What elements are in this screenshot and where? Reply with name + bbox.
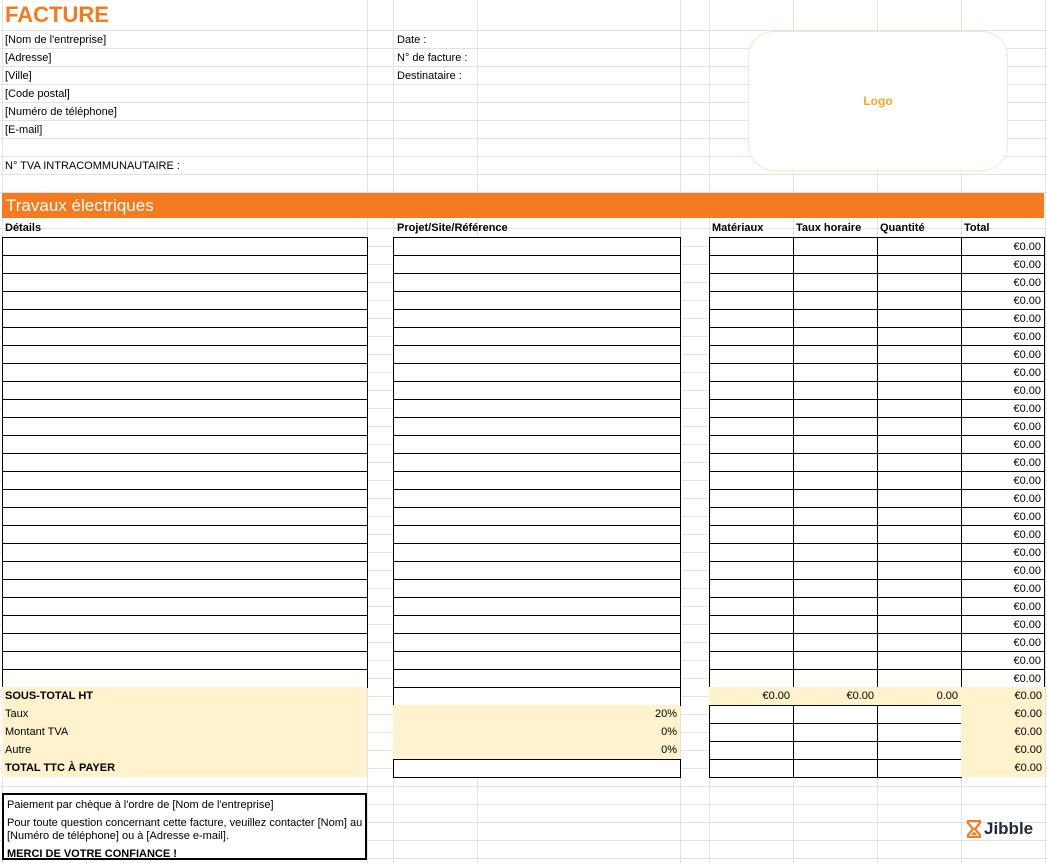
hourly-rate-cell[interactable] xyxy=(793,651,878,670)
empty-cell[interactable] xyxy=(709,705,794,724)
quantity-cell[interactable] xyxy=(877,633,962,652)
company-field[interactable]: [Code postal] xyxy=(5,88,70,100)
column-header-quantity: Quantité xyxy=(880,222,925,234)
quantity-cell[interactable] xyxy=(877,237,962,256)
row-total-value: €0.00 xyxy=(1013,475,1041,487)
hourly-rate-cell[interactable] xyxy=(793,669,878,688)
summary-label: Montant TVA xyxy=(5,726,69,738)
hourly-rate-cell[interactable] xyxy=(793,633,878,652)
hourly-rate-cell[interactable] xyxy=(793,489,878,508)
row-total-value: €0.00 xyxy=(1013,277,1041,289)
quantity-cell[interactable] xyxy=(877,417,962,436)
details-cell[interactable] xyxy=(2,615,368,634)
row-total-value: €0.00 xyxy=(1013,547,1041,559)
grid-row-line xyxy=(0,786,1047,787)
row-total-value: €0.00 xyxy=(1013,493,1041,505)
row-total-value: €0.00 xyxy=(1013,331,1041,343)
project-cell[interactable] xyxy=(393,399,681,418)
project-cell[interactable] xyxy=(393,291,681,310)
table-row xyxy=(0,273,1047,291)
table-row xyxy=(0,633,1047,651)
empty-cell[interactable] xyxy=(793,759,878,778)
summary-row-grand-total xyxy=(0,759,1047,777)
table-row xyxy=(0,561,1047,579)
empty-cell[interactable] xyxy=(877,705,962,724)
hourly-rate-cell[interactable] xyxy=(793,471,878,490)
row-total-value: €0.00 xyxy=(1013,421,1041,433)
hourly-rate-cell[interactable] xyxy=(793,525,878,544)
quantity-cell[interactable] xyxy=(877,255,962,274)
details-cell[interactable] xyxy=(2,255,368,274)
materials-cell[interactable] xyxy=(709,381,794,400)
materials-cell[interactable] xyxy=(709,255,794,274)
total-cell[interactable] xyxy=(961,345,1045,364)
contact-line-2: [Numéro de téléphone] ou à [Adresse e-mail]. xyxy=(7,830,229,842)
hourly-rate-cell[interactable] xyxy=(793,381,878,400)
project-cell[interactable] xyxy=(393,309,681,328)
materials-cell[interactable] xyxy=(709,273,794,292)
materials-cell[interactable] xyxy=(709,579,794,598)
materials-cell[interactable] xyxy=(709,363,794,382)
total-cell[interactable] xyxy=(961,597,1045,616)
project-cell[interactable] xyxy=(393,345,681,364)
project-cell[interactable] xyxy=(393,651,681,670)
project-cell[interactable] xyxy=(393,615,681,634)
details-cell[interactable] xyxy=(2,471,368,490)
thanks-message: MERCI DE VOTRE CONFIANCE ! xyxy=(7,848,177,860)
row-total-value: €0.00 xyxy=(1013,403,1041,415)
project-cell[interactable] xyxy=(393,687,681,706)
project-cell[interactable] xyxy=(393,507,681,526)
total-cell[interactable] xyxy=(961,255,1045,274)
total-cell[interactable] xyxy=(961,435,1045,454)
hourly-rate-cell[interactable] xyxy=(793,327,878,346)
payment-note-box xyxy=(2,793,367,860)
table-row xyxy=(0,327,1047,345)
materials-cell[interactable] xyxy=(709,417,794,436)
empty-cell[interactable] xyxy=(709,723,794,742)
table-row xyxy=(0,651,1047,669)
quantity-cell[interactable] xyxy=(877,651,962,670)
summary-label: Autre xyxy=(5,744,32,756)
project-cell[interactable] xyxy=(393,417,681,436)
materials-cell[interactable] xyxy=(709,561,794,580)
project-cell[interactable] xyxy=(393,543,681,562)
summary-total-value: €0.00 xyxy=(1014,726,1042,738)
summary-total-cell xyxy=(961,705,1045,723)
summary-label-cell xyxy=(2,687,367,705)
summary-row-subtotal xyxy=(0,687,1047,705)
total-cell[interactable] xyxy=(961,651,1045,670)
project-cell[interactable] xyxy=(393,273,681,292)
subtotal-quantity-value: 0.00 xyxy=(936,690,958,702)
quantity-cell[interactable] xyxy=(877,525,962,544)
project-cell[interactable] xyxy=(393,489,681,508)
company-field[interactable]: [E-mail] xyxy=(5,124,43,136)
materials-cell[interactable] xyxy=(709,435,794,454)
quantity-cell[interactable] xyxy=(877,381,962,400)
hourly-rate-cell[interactable] xyxy=(793,237,878,256)
table-row xyxy=(0,615,1047,633)
company-field[interactable]: [Adresse] xyxy=(5,52,52,64)
details-cell[interactable] xyxy=(2,381,368,400)
materials-cell[interactable] xyxy=(709,507,794,526)
row-total-value: €0.00 xyxy=(1013,637,1041,649)
materials-cell[interactable] xyxy=(709,651,794,670)
project-cell[interactable] xyxy=(393,435,681,454)
contact-line-1: Pour toute question concernant cette facture, veuillez contacter [Nom] au xyxy=(7,817,363,829)
total-cell[interactable] xyxy=(961,615,1045,634)
invoice-meta-label: Date : xyxy=(397,34,427,46)
details-cell[interactable] xyxy=(2,561,368,580)
hourly-rate-cell[interactable] xyxy=(793,255,878,274)
row-total-value: €0.00 xyxy=(1013,619,1041,631)
invoice-meta-label: Destinataire : xyxy=(397,70,462,82)
hourly-rate-cell[interactable] xyxy=(793,291,878,310)
row-total-value: €0.00 xyxy=(1013,241,1041,253)
summary-total-cell xyxy=(961,759,1045,777)
quantity-cell[interactable] xyxy=(877,291,962,310)
empty-cell[interactable] xyxy=(793,723,878,742)
quantity-cell[interactable] xyxy=(877,561,962,580)
table-row xyxy=(0,669,1047,687)
project-cell[interactable] xyxy=(393,363,681,382)
materials-cell[interactable] xyxy=(709,525,794,544)
row-total-value: €0.00 xyxy=(1013,601,1041,613)
hourly-rate-cell[interactable] xyxy=(793,273,878,292)
hourly-rate-cell[interactable] xyxy=(793,435,878,454)
total-cell[interactable] xyxy=(961,237,1045,256)
hourly-rate-cell[interactable] xyxy=(793,579,878,598)
project-cell[interactable] xyxy=(393,453,681,472)
summary-label: SOUS-TOTAL HT xyxy=(5,690,93,702)
project-cell[interactable] xyxy=(393,255,681,274)
materials-cell[interactable] xyxy=(709,327,794,346)
summary-label-cell xyxy=(2,759,367,777)
hourly-rate-cell[interactable] xyxy=(793,597,878,616)
total-cell[interactable] xyxy=(961,273,1045,292)
hourly-rate-cell[interactable] xyxy=(793,543,878,562)
project-cell[interactable] xyxy=(393,669,681,688)
table-row xyxy=(0,381,1047,399)
materials-cell[interactable] xyxy=(709,597,794,616)
subtotal-materials-value: €0.00 xyxy=(762,690,790,702)
quantity-cell[interactable] xyxy=(877,669,962,688)
total-cell[interactable] xyxy=(961,381,1045,400)
project-cell[interactable] xyxy=(393,561,681,580)
row-total-value: €0.00 xyxy=(1013,655,1041,667)
empty-cell[interactable] xyxy=(877,723,962,742)
column-header-details: Détails xyxy=(5,222,42,234)
project-cell[interactable] xyxy=(393,471,681,490)
subtotal-rate-value: €0.00 xyxy=(846,690,874,702)
details-cell[interactable] xyxy=(2,345,368,364)
total-cell[interactable] xyxy=(961,471,1045,490)
materials-cell[interactable] xyxy=(709,489,794,508)
quantity-cell[interactable] xyxy=(877,579,962,598)
materials-cell[interactable] xyxy=(709,633,794,652)
summary-total-value: €0.00 xyxy=(1014,708,1042,720)
details-cell[interactable] xyxy=(2,399,368,418)
table-row xyxy=(0,471,1047,489)
details-cell[interactable] xyxy=(2,453,368,472)
percent-value: 20% xyxy=(654,708,677,720)
project-cell[interactable] xyxy=(393,759,681,778)
table-row xyxy=(0,255,1047,273)
materials-cell[interactable] xyxy=(709,345,794,364)
section-title: Travaux électriques xyxy=(6,196,154,215)
logo-label: Logo xyxy=(863,94,893,108)
jibble-logo xyxy=(966,819,1033,839)
total-cell[interactable] xyxy=(961,525,1045,544)
percent-cell[interactable] xyxy=(393,705,680,723)
summary-total-value: €0.00 xyxy=(1014,762,1042,774)
materials-cell[interactable] xyxy=(709,453,794,472)
total-cell[interactable] xyxy=(961,453,1045,472)
details-cell[interactable] xyxy=(2,363,368,382)
table-row xyxy=(0,435,1047,453)
details-cell[interactable] xyxy=(2,435,368,454)
table-row xyxy=(0,291,1047,309)
empty-cell[interactable] xyxy=(709,741,794,760)
hourly-rate-cell[interactable] xyxy=(793,453,878,472)
invoice-title: FACTURE xyxy=(5,2,109,27)
project-cell[interactable] xyxy=(393,597,681,616)
quantity-cell[interactable] xyxy=(877,507,962,526)
row-total-value: €0.00 xyxy=(1013,295,1041,307)
quantity-cell[interactable] xyxy=(877,597,962,616)
materials-cell[interactable] xyxy=(709,309,794,328)
table-row xyxy=(0,525,1047,543)
project-cell[interactable] xyxy=(393,633,681,652)
hourly-rate-cell[interactable] xyxy=(793,615,878,634)
empty-cell[interactable] xyxy=(793,741,878,760)
brand-name: Jibble xyxy=(984,819,1034,838)
percent-cell[interactable] xyxy=(393,741,680,759)
details-cell[interactable] xyxy=(2,327,368,346)
table-row xyxy=(0,507,1047,525)
quantity-cell[interactable] xyxy=(877,489,962,508)
quantity-cell[interactable] xyxy=(877,453,962,472)
summary-label: TOTAL TTC À PAYER xyxy=(5,762,116,774)
company-field[interactable]: [Ville] xyxy=(5,70,32,82)
quantity-cell[interactable] xyxy=(877,327,962,346)
materials-cell[interactable] xyxy=(709,237,794,256)
quantity-cell[interactable] xyxy=(877,345,962,364)
hourly-rate-cell[interactable] xyxy=(793,417,878,436)
percent-value: 0% xyxy=(661,744,677,756)
details-cell[interactable] xyxy=(2,633,368,652)
row-total-value: €0.00 xyxy=(1013,673,1041,685)
row-total-value: €0.00 xyxy=(1013,439,1041,451)
empty-cell[interactable] xyxy=(877,759,962,778)
materials-cell[interactable] xyxy=(709,669,794,688)
total-cell[interactable] xyxy=(961,363,1045,382)
table-row xyxy=(0,309,1047,327)
project-cell[interactable] xyxy=(393,237,681,256)
table-row xyxy=(0,543,1047,561)
hourly-rate-cell[interactable] xyxy=(793,399,878,418)
hourly-rate-cell[interactable] xyxy=(793,561,878,580)
section-header-band xyxy=(2,193,1044,218)
summary-row-tax-amount xyxy=(0,723,1047,741)
total-cell[interactable] xyxy=(961,669,1045,688)
row-total-value: €0.00 xyxy=(1013,259,1041,271)
summary-total-value: €0.00 xyxy=(1014,744,1042,756)
row-total-value: €0.00 xyxy=(1013,511,1041,523)
details-cell[interactable] xyxy=(2,417,368,436)
quantity-cell[interactable] xyxy=(877,399,962,418)
details-cell[interactable] xyxy=(2,597,368,616)
row-total-value: €0.00 xyxy=(1013,457,1041,469)
row-total-value: €0.00 xyxy=(1013,313,1041,325)
hourly-rate-cell[interactable] xyxy=(793,345,878,364)
empty-cell[interactable] xyxy=(793,705,878,724)
column-header-materials: Matériaux xyxy=(712,222,764,234)
payment-instruction: Paiement par chèque à l'ordre de [Nom de l'entreprise] xyxy=(7,799,274,811)
hourglass-icon xyxy=(966,820,982,838)
hourly-rate-cell[interactable] xyxy=(793,363,878,382)
logo-placeholder[interactable] xyxy=(748,31,1008,171)
details-cell[interactable] xyxy=(2,651,368,670)
project-cell[interactable] xyxy=(393,327,681,346)
total-cell[interactable] xyxy=(961,417,1045,436)
summary-label-cell xyxy=(2,723,367,741)
hourly-rate-cell[interactable] xyxy=(793,309,878,328)
row-total-value: €0.00 xyxy=(1013,565,1041,577)
row-total-value: €0.00 xyxy=(1013,349,1041,361)
materials-cell[interactable] xyxy=(709,615,794,634)
row-total-value: €0.00 xyxy=(1013,529,1041,541)
table-row xyxy=(0,237,1047,255)
details-cell[interactable] xyxy=(2,489,368,508)
quantity-cell[interactable] xyxy=(877,273,962,292)
details-cell[interactable] xyxy=(2,543,368,562)
details-cell[interactable] xyxy=(2,291,368,310)
details-cell[interactable] xyxy=(2,273,368,292)
summary-total-cell xyxy=(961,741,1045,759)
total-cell[interactable] xyxy=(961,489,1045,508)
quantity-cell[interactable] xyxy=(877,363,962,382)
details-cell[interactable] xyxy=(2,507,368,526)
table-row xyxy=(0,489,1047,507)
table-row xyxy=(0,363,1047,381)
subtotal-materials-cell xyxy=(709,687,793,705)
summary-total-cell xyxy=(961,687,1045,705)
table-row xyxy=(0,399,1047,417)
summary-label-cell xyxy=(2,705,367,723)
total-cell[interactable] xyxy=(961,327,1045,346)
details-cell[interactable] xyxy=(2,525,368,544)
percent-cell[interactable] xyxy=(393,723,680,741)
total-cell[interactable] xyxy=(961,579,1045,598)
percent-value: 0% xyxy=(661,726,677,738)
summary-row-other xyxy=(0,741,1047,759)
vat-number-label: N° TVA INTRACOMMUNAUTAIRE : xyxy=(5,160,180,172)
company-field[interactable]: [Nom de l'entreprise] xyxy=(5,34,107,46)
column-header-total: Total xyxy=(964,222,990,234)
row-total-value: €0.00 xyxy=(1013,583,1041,595)
total-cell[interactable] xyxy=(961,399,1045,418)
details-cell[interactable] xyxy=(2,309,368,328)
total-cell[interactable] xyxy=(961,309,1045,328)
total-cell[interactable] xyxy=(961,561,1045,580)
subtotal-quantity-cell xyxy=(877,687,961,705)
invoice-meta-label: N° de facture : xyxy=(397,52,468,64)
details-cell[interactable] xyxy=(2,579,368,598)
materials-cell[interactable] xyxy=(709,399,794,418)
materials-cell[interactable] xyxy=(709,543,794,562)
quantity-cell[interactable] xyxy=(877,615,962,634)
details-cell[interactable] xyxy=(2,669,368,688)
hourly-rate-cell[interactable] xyxy=(793,507,878,526)
quantity-cell[interactable] xyxy=(877,471,962,490)
summary-label: Taux xyxy=(5,708,29,720)
quantity-cell[interactable] xyxy=(877,543,962,562)
summary-row-tax-rate xyxy=(0,705,1047,723)
materials-cell[interactable] xyxy=(709,291,794,310)
row-total-value: €0.00 xyxy=(1013,367,1041,379)
quantity-cell[interactable] xyxy=(877,309,962,328)
column-header-hourly-rate: Taux horaire xyxy=(796,222,862,234)
empty-cell[interactable] xyxy=(709,759,794,778)
total-cell[interactable] xyxy=(961,543,1045,562)
company-field[interactable]: [Numéro de téléphone] xyxy=(5,106,117,118)
quantity-cell[interactable] xyxy=(877,435,962,454)
materials-cell[interactable] xyxy=(709,471,794,490)
total-cell[interactable] xyxy=(961,633,1045,652)
total-cell[interactable] xyxy=(961,291,1045,310)
table-row xyxy=(0,417,1047,435)
project-cell[interactable] xyxy=(393,381,681,400)
summary-total-value: €0.00 xyxy=(1014,690,1042,702)
empty-cell[interactable] xyxy=(877,741,962,760)
project-cell[interactable] xyxy=(393,525,681,544)
table-row xyxy=(0,345,1047,363)
table-row xyxy=(0,453,1047,471)
row-total-value: €0.00 xyxy=(1013,385,1041,397)
details-cell[interactable] xyxy=(2,237,368,256)
table-row xyxy=(0,597,1047,615)
summary-total-cell xyxy=(961,723,1045,741)
column-header-project: Projet/Site/Référence xyxy=(397,222,508,234)
project-cell[interactable] xyxy=(393,579,681,598)
table-row xyxy=(0,579,1047,597)
total-cell[interactable] xyxy=(961,507,1045,526)
summary-label-cell xyxy=(2,741,367,759)
subtotal-rate-cell xyxy=(793,687,877,705)
